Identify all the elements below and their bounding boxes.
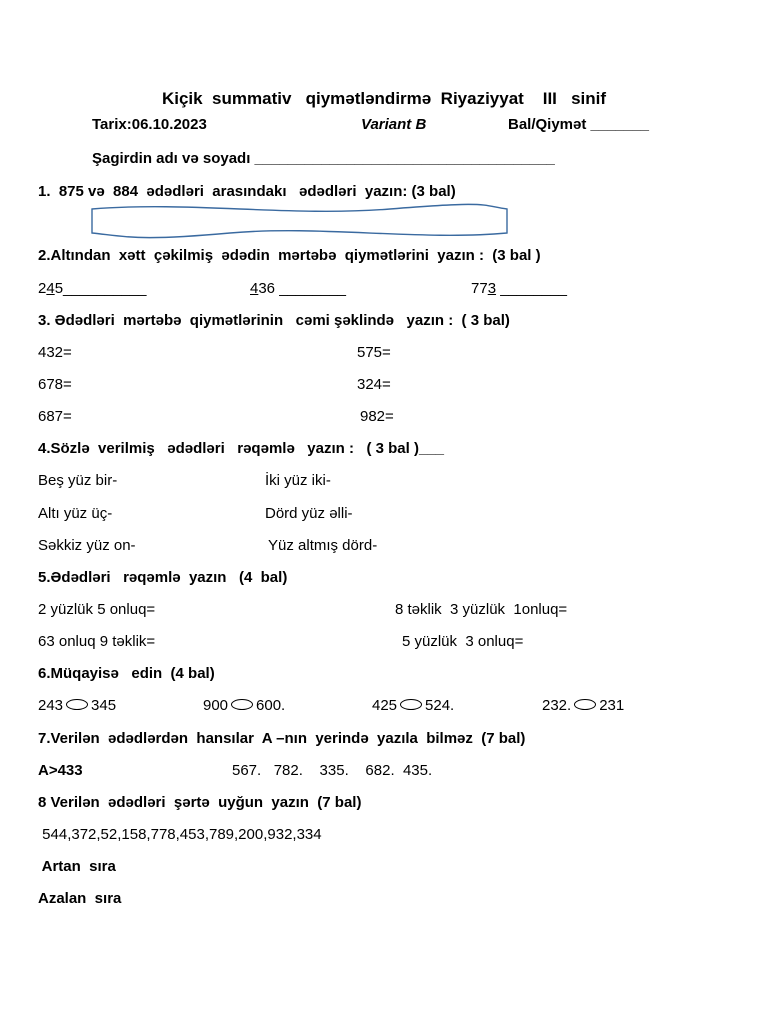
question-4: 4.Sözlə verilmiş ədədləri rəqəmlə yazın : ( 3 bal )___ [38, 440, 445, 457]
score-label: Bal/Qiymət _______ [508, 116, 649, 133]
q5-right-1: 8 təklik 3 yüzlük 1onluq= [395, 601, 568, 618]
q2-item-2-post: 36 ________ [258, 280, 346, 297]
compare-oval-icon[interactable] [400, 699, 422, 710]
question-8: 8 Verilən ədədləri şərtə uyğun yazın (7 bal) [38, 794, 362, 811]
q3-right-2: 324= [357, 376, 391, 393]
q6-pair-1-b: 345 [91, 697, 117, 714]
question-5: 5.Ədədləri rəqəmlə yazın (4 bal) [38, 569, 288, 586]
question-3: 3. Ədədləri mərtəbə qiymətlərinin cəmi şəklində yazın : ( 3 bal) [38, 312, 510, 329]
question-2: 2.Altından xətt çəkilmiş ədədin mərtəbə qiymətlərini yazın : (3 bal ) [38, 247, 541, 264]
q8-ascending-label: Artan sıra [38, 858, 116, 875]
q6-pair-4-a: 232. [542, 697, 572, 714]
q2-item-1-digit: 4 [46, 280, 55, 297]
q3-left-2: 678= [38, 376, 72, 393]
q6-pair-2-b: 600. [256, 697, 286, 714]
q3-left-1: 432= [38, 344, 72, 361]
q2-item-2-digit: 4 [250, 280, 259, 297]
q7-numbers: 567. 782. 335. 682. 435. [232, 762, 433, 779]
question-1: 1. 875 və 884 ədədləri arasındakı ədədləri yazın: (3 bal) [38, 183, 456, 200]
q6-pair-4-b: 231 [599, 697, 625, 714]
student-name-line: Şagirdin adı və soyadı ____________________________________ [92, 150, 555, 167]
compare-oval-icon[interactable] [574, 699, 596, 710]
q2-item-3-pre: 77 [471, 280, 488, 297]
q6-pair-4 [542, 697, 624, 714]
compare-oval-icon[interactable] [231, 699, 253, 710]
q2-item-1-post: 5__________ [54, 280, 147, 297]
q4-left-3: Səkkiz yüz on- [38, 537, 136, 554]
q5-left-1: 2 yüzlük 5 onluq= [38, 601, 156, 618]
variant-label: Variant B [361, 116, 427, 133]
q6-pair-2 [203, 697, 285, 714]
q7-condition: A>433 [38, 762, 83, 779]
q2-item-3-digit: 3 [487, 280, 497, 297]
q6-pair-1-a: 243 [38, 697, 64, 714]
q2-item-3-post: ________ [496, 280, 567, 297]
q6-pair-3-b: 524. [425, 697, 455, 714]
page-title: Kiçik summativ qiymətləndirmə Riyaziyyat III sinif [161, 89, 607, 108]
q4-left-2: Altı yüz üç- [38, 505, 113, 522]
q6-pair-3 [372, 697, 454, 714]
answer-scroll-shape [90, 203, 510, 239]
q2-item-1 [38, 280, 146, 297]
q6-pair-1 [38, 697, 116, 714]
q4-right-3: Yüz altmış dörd- [268, 537, 378, 554]
q8-descending-label: Azalan sıra [38, 890, 122, 907]
q8-numbers: 544,372,52,158,778,453,789,200,932,334 [38, 826, 322, 843]
question-6: 6.Müqayisə edin (4 bal) [38, 665, 215, 682]
q3-right-3: 982= [360, 408, 394, 425]
q6-pair-2-a: 900 [203, 697, 229, 714]
q5-left-2: 63 onluq 9 təklik= [38, 633, 156, 650]
q2-item-1-pre: 2 [38, 280, 47, 297]
q3-left-3: 687= [38, 408, 72, 425]
q4-right-1: İki yüz iki- [265, 472, 331, 489]
q2-item-2 [250, 280, 346, 297]
q3-right-1: 575= [357, 344, 391, 361]
compare-oval-icon[interactable] [66, 699, 88, 710]
date-label: Tarix:06.10.2023 [92, 116, 207, 133]
q5-right-2: 5 yüzlük 3 onluq= [402, 633, 524, 650]
q2-item-3 [471, 280, 567, 297]
q4-right-2: Dörd yüz əlli- [265, 505, 353, 522]
q4-left-1: Beş yüz bir- [38, 472, 118, 489]
q6-pair-3-a: 425 [372, 697, 398, 714]
question-7: 7.Verilən ədədlərdən hansılar A –nın yerində yazıla bilməz (7 bal) [38, 730, 526, 747]
